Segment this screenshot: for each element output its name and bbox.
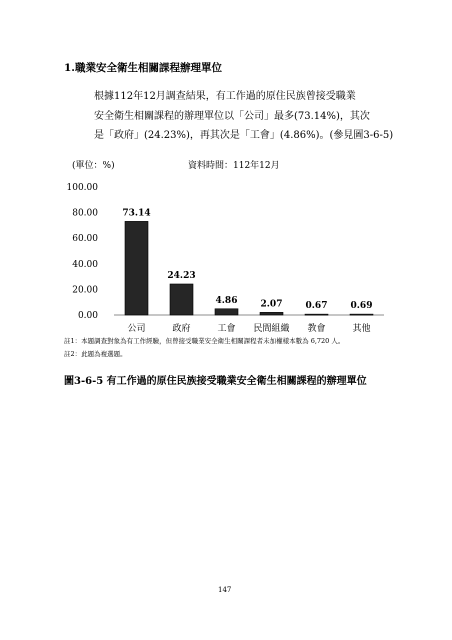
category-label: 教會 xyxy=(307,324,326,334)
y-tick-label: 40.00 xyxy=(72,259,98,270)
page-number: 147 xyxy=(218,586,232,594)
bar-6 xyxy=(350,314,373,315)
bar-value-label: 24.23 xyxy=(167,270,196,281)
paragraph-line-2: 安全衛生相關課程的辦理單位以「公司」最多(73.14%)，其次 xyxy=(94,111,370,122)
category-label: 其他 xyxy=(352,324,371,334)
y-tick-label: 100.00 xyxy=(66,183,98,193)
bar-4 xyxy=(260,312,283,315)
category-label: 公司 xyxy=(127,324,146,334)
y-tick-label: 0.00 xyxy=(77,311,98,321)
bar-value-label: 4.86 xyxy=(215,295,238,306)
chart-note-1: 註1：本題調查對象為有工作經驗，但曾接受職業安全衛生相關課程者未加權樣本數為 6,720 人。 xyxy=(64,337,345,345)
bar-value-label: 73.14 xyxy=(122,208,151,219)
y-tick-label: 20.00 xyxy=(72,285,98,296)
bar-3 xyxy=(215,309,238,315)
category-label: 政府 xyxy=(172,324,191,334)
y-tick-label: 60.00 xyxy=(72,234,98,245)
bar-value-label: 0.67 xyxy=(305,301,328,312)
section-heading: 1.職業安全衛生相關課程辦理單位 xyxy=(64,62,222,74)
bar-value-label: 0.69 xyxy=(350,301,373,312)
category-label: 民間組織 xyxy=(253,324,290,334)
category-label: 工會 xyxy=(217,324,236,334)
paragraph-line-3: 是「政府」(24.23%)，再其次是「工會」(4.86%)。(參見圖3-6-5) xyxy=(94,130,394,141)
chart-note-2: 註2：此題為複選題。 xyxy=(64,350,127,358)
figure-caption: 圖3-6-5 有工作過的原住民族接受職業安全衛生相關課程的辦理單位 xyxy=(64,376,367,387)
bar-value-label: 2.07 xyxy=(260,299,283,310)
y-tick-label: 80.00 xyxy=(72,208,98,219)
bar-2 xyxy=(170,284,193,315)
chart-source-time: 資料時間：112年12月 xyxy=(188,161,280,171)
bar-1 xyxy=(125,221,148,315)
paragraph-line-1: 根據112年12月調查結果，有工作過的原住民族曾接受職業 xyxy=(94,91,356,102)
chart-unit-label: (單位：%) xyxy=(72,161,115,171)
bar-5 xyxy=(305,314,328,315)
